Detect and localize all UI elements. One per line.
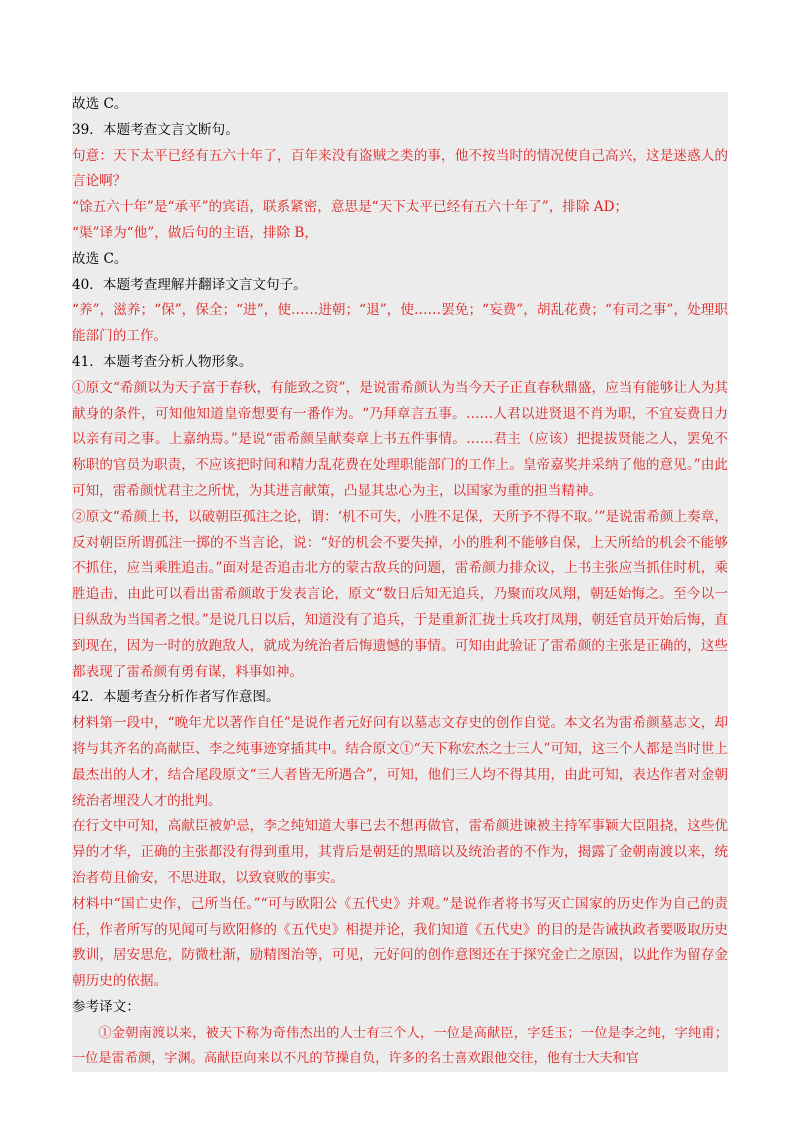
question-39-heading: 39．本题考查文言文断句。: [72, 121, 239, 138]
paragraph-4: “馀五六十年”是“承平”的宾语，联系紧密，意思是“天下太平已经有五六十年了”，排除 AD；: [72, 199, 629, 216]
question-42-heading: 42．本题考查分析作者写作意图。: [72, 689, 280, 706]
paragraph-13: 材料第一段中，“晚年尤以著作自任”是说作者元好问有以墓志文存史的创作自觉。本文名为雷希颜墓志文，却将与其齐名的高献臣、李之纯事迹穿插其中。结合原文①“天下称宏杰之士三人”可知，这三个人都是当时世上最杰出的人才，结合尾段原文“三人者皆无所遇合”，可知，他们三人均不得其用，由此可知，表达作者对金朝统治者埋没人才的批判。: [72, 715, 728, 809]
paragraph-15: 材料中“国亡史作，己所当任。”“可与欧阳公《五代史》并观。”是说作者将书写灭亡国家的历史作为自己的责任，作者所写的见闻可与欧阳修的《五代史》相提并论，我们知道《五代史》的目的是告诫执政者要吸取历史教训，居安思危，防微杜渐，励精图治等，可见，元好问的创作意图还在于探究金亡之原因，以此作为留存金朝历史的依据。: [72, 895, 728, 990]
question-41-heading: 41．本题考查分析人物形象。: [72, 353, 253, 370]
paragraph-10: ①原文“希颜以为天子富于春秋，有能致之资”，是说雷希颜认为当今天子正直春秋鼎盛，应当有能够让人为其献身的条件，可知他知道皇帝想要有一番作为。“乃拜章言五事。……人君以进贤退不肖为职，不宜妄费日力以亲有司之事。上嘉纳焉。”是说“雷希颜呈献奏章上书五件事情。……君主（应该）把提拔贤能之人，罢免不称职的官员为职责，不应该把时间和精力乱花费在处理职能部门的工作上。皇帝嘉奖并采纳了他的意见。”由此可知，雷希颜忧君主之所忧，为其进言献策，凸显其忠心为主，以国家为重的担当精神。: [72, 379, 728, 499]
reference-translation-text: ①金朝南渡以来，被天下称为奇伟杰出的人士有三个人，一位是高献臣，字廷玉；一位是李之纯，字纯甫；一位是雷希颜，字渊。高献臣向来以不凡的节操自负，许多的名士喜欢跟他交往，他有士大夫和官: [72, 1025, 728, 1067]
paragraph-5: “渠”译为“他”，做后句的主语，排除 B，: [72, 224, 319, 241]
paragraph-14: 在行文中可知，高献臣被妒忌，李之纯知道大事已去不想再做官，雷希颜进谏被主持军事颖大臣阻挠，这些优异的才华，正确的主张都没有得到重用，其背后是朝廷的黑暗以及统治者的不作为，揭露了金朝南渡以来，统治者苟且偷安，不思进取，以致衰败的事实。: [72, 818, 728, 886]
question-40-heading: 40．本题考查理解并翻译文言文句子。: [72, 276, 307, 293]
paragraph-6: 故选 C。: [72, 250, 128, 267]
answer-explanation-body: [72, 92, 728, 1072]
paragraph-3: 句意：天下太平已经有五六十年了，百年来没有盗贼之类的事，他不按当时的情况使自己高兴，这是迷惑人的言论啊？: [72, 147, 728, 190]
paragraph-11: ②原文“希颜上书，以破朝臣孤注之论，谓：‘机不可失，小胜不足保，天所予不得不取。’”是说雷希颜上奏章，反对朝臣所谓孤注一掷的不当言论，说：“好的机会不要失掉，小的胜利不能够自保，上天所给的机会不能够不抓住，应当乘胜追击。”面对是否追击北方的蒙古敌兵的问题，雷希颜力排众议，上书主张应当抓住时机，乘胜追击，由此可以看出雷希颜敢于发表言论，原文“数日后知无追兵，乃聚而攻凤翔，朝廷始悔之。至今以一日纵敌为当国者之恨。”是说几日以后，知道没有了追兵，于是重新汇拢士兵攻打凤翔，朝廷官员开始后悔，直到现在，因为一时的放跑敌人，就成为统治者后悔遗憾的事情。可知由此验证了雷希颜的主张是正确的，这些都表现了雷希颜有勇有谋，料事如神。: [72, 508, 728, 680]
paragraph-1: 故选 C。: [72, 96, 128, 112]
paragraph-8: “养”，滋养；“保”，保全；“进”，使……进朝；“退”，使……罢免；“妄费”，胡乱花费；“有司之事”，处理职能部门的工作。: [72, 302, 728, 345]
reference-translation-heading: 参考译文：: [72, 998, 140, 1015]
